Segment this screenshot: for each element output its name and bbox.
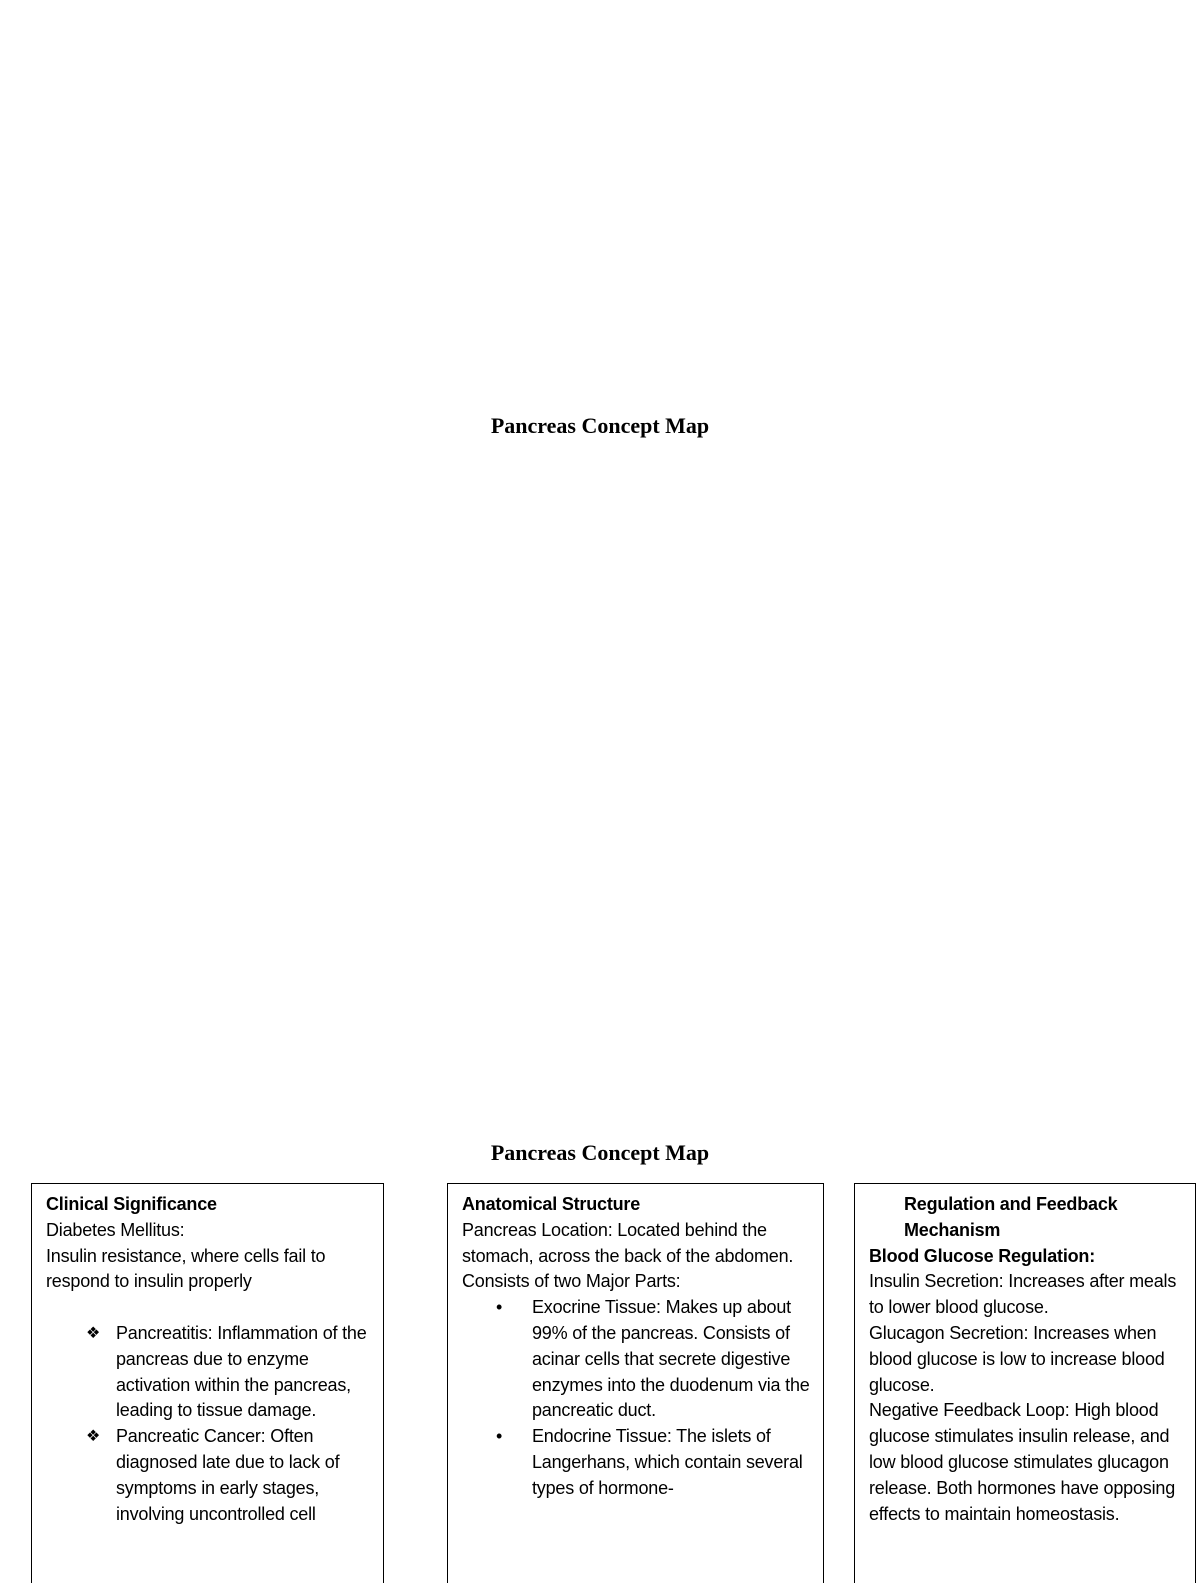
anatomical-structure-box — [447, 1183, 824, 1583]
spacer — [46, 1295, 375, 1321]
dot-bullet-icon: • — [496, 1426, 503, 1447]
feedback-loop-text: Negative Feedback Loop: High blood glucose stimulates insulin release, and low blood glucose stimulates glucagon release. Both hormones have opposing effects to maintain homeostasis. — [869, 1400, 1176, 1524]
pancreatic-cancer-text: Pancreatic Cancer: Often diagnosed late due to lack of symptoms in early stages, involving uncontrolled cell — [116, 1426, 340, 1524]
regulation-heading: Regulation and Feedback Mechanism — [904, 1194, 1118, 1240]
diabetes-label: Diabetes Mellitus: — [46, 1219, 185, 1240]
concept-map-title: Pancreas Concept Map — [490, 1140, 710, 1165]
clinical-significance-box — [31, 1183, 384, 1583]
insulin-secretion-text: Insulin Secretion: Increases after meals to lower blood glucose. — [869, 1271, 1177, 1318]
list-item — [462, 1424, 815, 1501]
location-text: Pancreas Location: Located behind the stomach, across the back of the abdomen. — [462, 1219, 794, 1266]
list-item — [462, 1295, 815, 1424]
dot-bullet-icon: • — [496, 1297, 503, 1318]
list-item — [46, 1424, 375, 1527]
exocrine-text: Exocrine Tissue: Makes up about 99% of the pancreas. Consists of acinar cells that secrete digestive enzymes into the duodenum via the pancreatic duct. — [532, 1297, 810, 1421]
glucagon-secretion-text: Glucagon Secretion: Increases when blood glucose is low to increase blood glucose. — [869, 1322, 1165, 1395]
glucose-regulation-subheading: Blood Glucose Regulation: — [869, 1245, 1096, 1266]
diamond-bullet-icon: ❖ — [86, 1324, 101, 1342]
parts-intro: Consists of two Major Parts: — [462, 1271, 681, 1292]
endocrine-text: Endocrine Tissue: The islets of Langerhans, which contain several types of hormone- — [532, 1426, 803, 1498]
clinical-list — [46, 1321, 375, 1527]
insulin-resistance-text: Insulin resistance, where cells fail to respond to insulin properly — [46, 1245, 326, 1292]
diamond-bullet-icon: ❖ — [86, 1428, 101, 1446]
anatomy-heading: Anatomical Structure — [462, 1194, 641, 1214]
pancreatitis-text: Pancreatitis: Inflammation of the pancreas due to enzyme activation within the pancreas, leading to tissue damage. — [116, 1322, 367, 1421]
page-title: Pancreas Concept Map — [490, 413, 710, 438]
list-item — [46, 1321, 375, 1424]
clinical-heading: Clinical Significance — [46, 1194, 217, 1214]
regulation-feedback-box — [854, 1183, 1196, 1583]
anatomy-list — [462, 1295, 815, 1501]
